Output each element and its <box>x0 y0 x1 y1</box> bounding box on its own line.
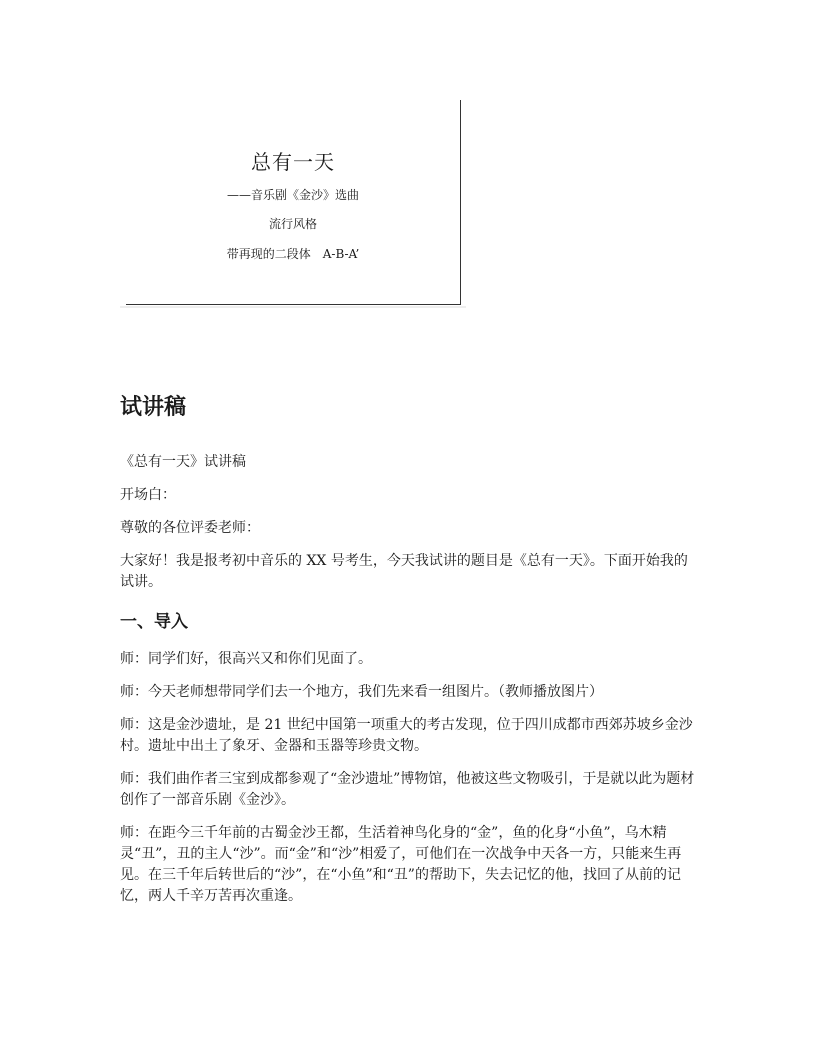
document-body <box>120 390 696 919</box>
paragraph: 师：今天老师想带同学们去一个地方，我们先来看一组图片。（教师播放图片） <box>120 684 603 700</box>
paragraph: 尊敬的各位评委老师： <box>120 520 260 536</box>
paragraph: 《总有一天》试讲稿 <box>120 454 246 470</box>
paragraph: 大家好！我是报考初中音乐的 XX 号考生，今天我试讲的题目是《总有一天》。下面开始我的试讲。 <box>120 553 688 590</box>
paragraph: 师：同学们好，很高兴又和你们见面了。 <box>120 651 372 667</box>
slide-title: 总有一天 <box>251 150 335 174</box>
document-title: 试讲稿 <box>120 395 187 420</box>
paragraph: 师：这是金沙遗址，是 21 世纪中国第一项重大的考古发现，位于四川成都市西郊苏坡乡金沙村。遗址中出土了象牙、金器和玉器等珍贵文物。 <box>120 717 693 754</box>
slide-subtitle: ——音乐剧《金沙》选曲 <box>226 188 359 202</box>
slide-form: 带再现的二段体 A-B-A’ <box>226 247 360 261</box>
paragraph: 师：我们曲作者三宝到成都参观了“金沙遗址”博物馆，他被这些文物吸引，于是就以此为题材创作了一部音乐剧《金沙》。 <box>120 771 695 808</box>
paragraph: 师：在距今三千年前的古蜀金沙王都，生活着神鸟化身的“金”，鱼的化身“小鱼”，乌木精灵“丑”，丑的主人“沙”。而“金”和“沙”相爱了，可他们在一次战争中天各一方，只能来生再见。在三千年后转世后的“沙”，在“小鱼”和“丑”的帮助下，失去记忆的他，找回了从前的记忆，两人千辛万苦再次重逢。 <box>120 825 682 904</box>
slide-style: 流行风格 <box>268 217 317 231</box>
slide-image <box>126 100 461 305</box>
section-heading: 一、导入 <box>120 612 188 632</box>
slide-shadow <box>120 306 466 308</box>
paragraph: 开场白： <box>120 487 176 503</box>
